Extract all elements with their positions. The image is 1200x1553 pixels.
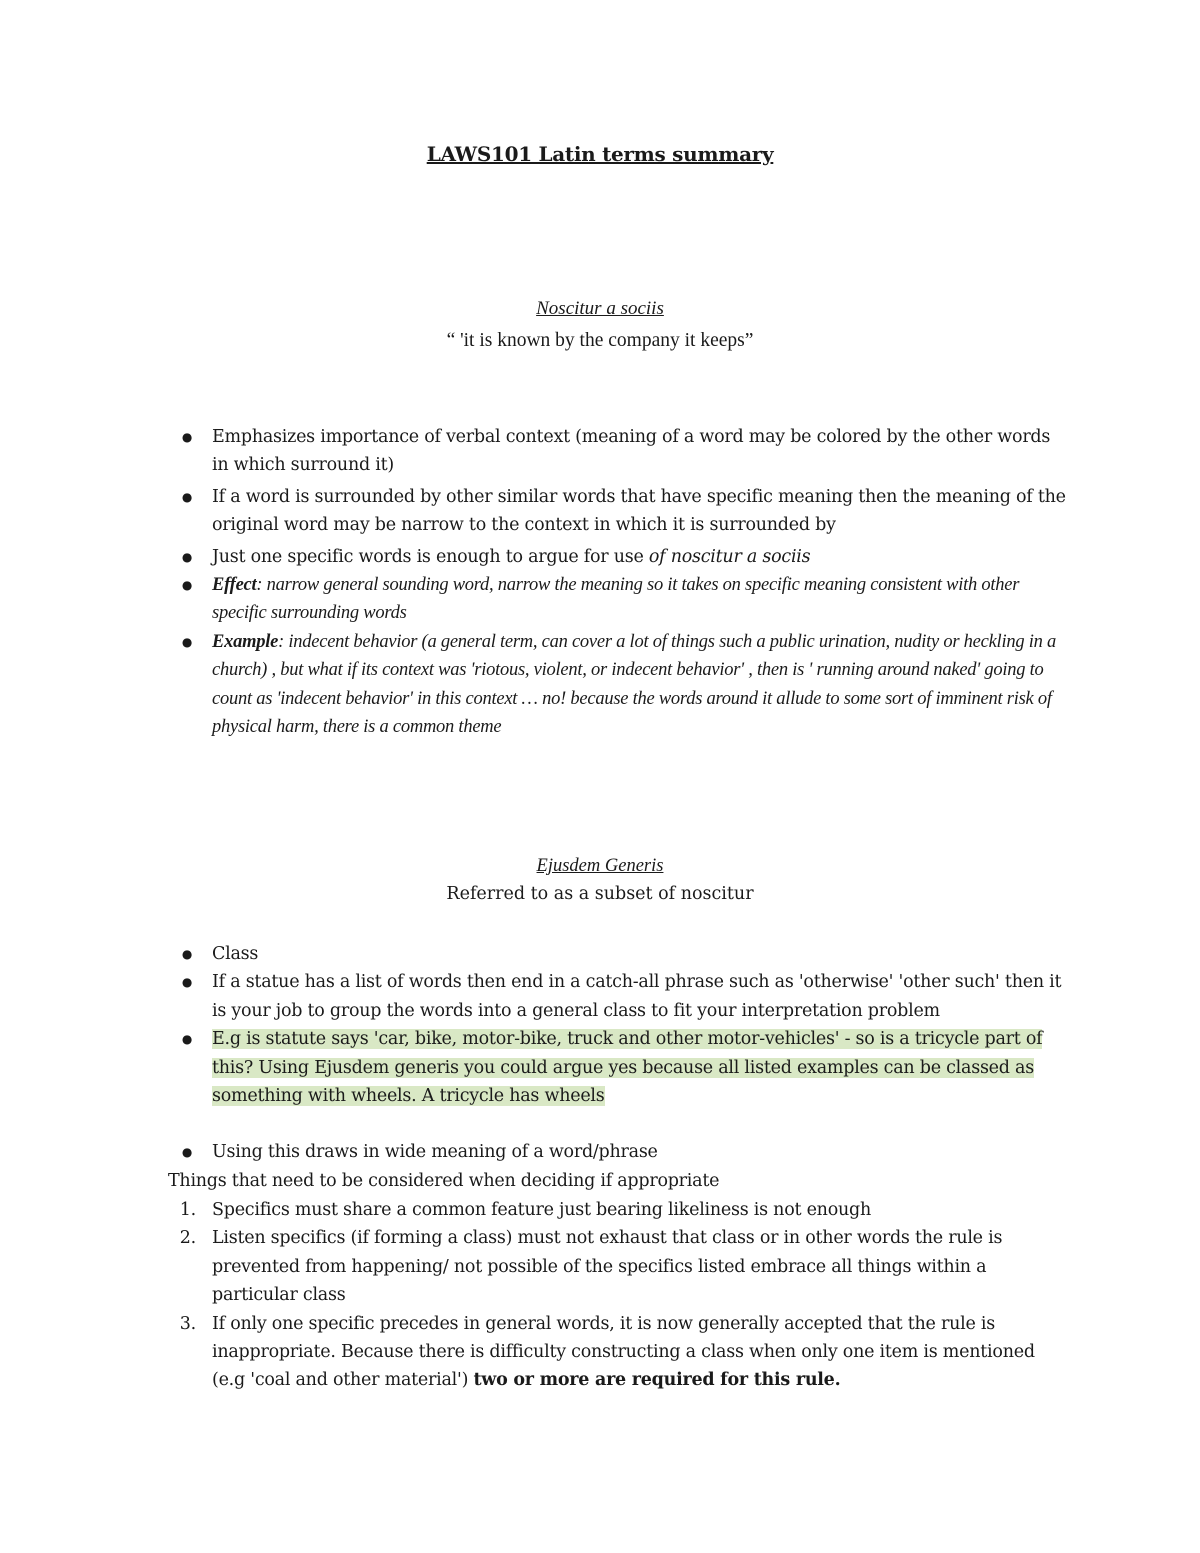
bullet-icon: ●: [181, 578, 193, 593]
bullet-icon: ●: [181, 634, 193, 649]
section-subtitle-ejusdem: Referred to as a subset of noscitur: [446, 884, 754, 904]
considerations-numbered-list: [168, 1196, 1068, 1395]
list-item: ● If a word is surrounded by other similar words that have specific meaning then the meaning of the original word may be narrow to the context in which it is surrounded by: [168, 483, 1068, 540]
section-heading-ejusdem: Ejusdem Generis: [536, 856, 664, 876]
list-item: 3. If only one specific precedes in general words, it is now generally accepted that the rule is inappropriate. Because there is difficulty constructing a class when only one item is mentioned (e.g 'coal and other material') two or more are required for this rule.: [168, 1310, 1068, 1395]
list-item: ● Just one specific words is enough to argue for use of noscitur a sociis: [168, 543, 1068, 571]
bullet-icon: ●: [181, 489, 193, 504]
bullet-icon: ●: [181, 975, 193, 990]
list-number: 3.: [179, 1313, 196, 1334]
list-item: ● Effect: narrow general sounding word, narrow the meaning so it takes on specific meaning consistent with other specific surrounding words: [168, 571, 1068, 628]
ejusdem-bullet-list: [168, 940, 1068, 1110]
bullet-icon: ●: [181, 549, 193, 564]
list-number: 2.: [179, 1228, 196, 1249]
list-item: ● Class: [168, 940, 1068, 968]
noscitur-bullet-list: [168, 423, 1068, 741]
list-item: [168, 1025, 1068, 1110]
bullet-icon: ●: [181, 430, 193, 444]
list-item: 2. Listen specifics (if forming a class) must not exhaust that class or in other words the rule is prevented from happening/ not possible of the specifics listed embrace all things within a particular class: [168, 1224, 1068, 1309]
ejusdem-bullet-list-2: [168, 1138, 1068, 1166]
list-item: ● Example: indecent behavior (a general term, can cover a lot of things such a public urination, nudity or heckling in a church) , but what if its context was 'riotous, violent, or indecent behavior' , then is ' running around naked' going to count as 'indecent behavior' in this context … no! because the words around it allude to some sort of imminent risk of physical harm, there is a common theme: [168, 628, 1068, 742]
considerations-intro: Things that need to be considered when deciding if appropriate: [168, 1171, 720, 1191]
bullet-icon: ●: [181, 1032, 193, 1047]
bullet-icon: ●: [181, 1145, 193, 1159]
list-item: 1. Specifics must share a common feature just bearing likeliness is not enough: [168, 1196, 1068, 1224]
list-item: ● If a statue has a list of words then end in a catch-all phrase such as 'otherwise' 'other such' then it is your job to group the words into a general class to fit your interpretation problem: [168, 968, 1068, 1025]
list-number: 1.: [179, 1200, 196, 1220]
section-heading-noscitur: Noscitur a sociis: [536, 298, 664, 319]
list-item: ● Using this draws in wide meaning of a word/phrase: [168, 1138, 1068, 1166]
highlighted-text: E.g is statute says 'car, bike, motor-bike, truck and other motor-vehicles' - so is a tricycle part of this? Using Ejusdem generis you could argue yes because all listed examples can be classed as something with wheels. A tricycle has wheels: [212, 1029, 1043, 1107]
document-title: LAWS101 Latin terms summary: [426, 142, 774, 166]
bullet-icon: ●: [181, 947, 193, 961]
list-item: ● Emphasizes importance of verbal context (meaning of a word may be colored by the other words in which surround it): [168, 423, 1068, 480]
section-subtitle-noscitur: “ 'it is known by the company it keeps”: [446, 330, 754, 351]
